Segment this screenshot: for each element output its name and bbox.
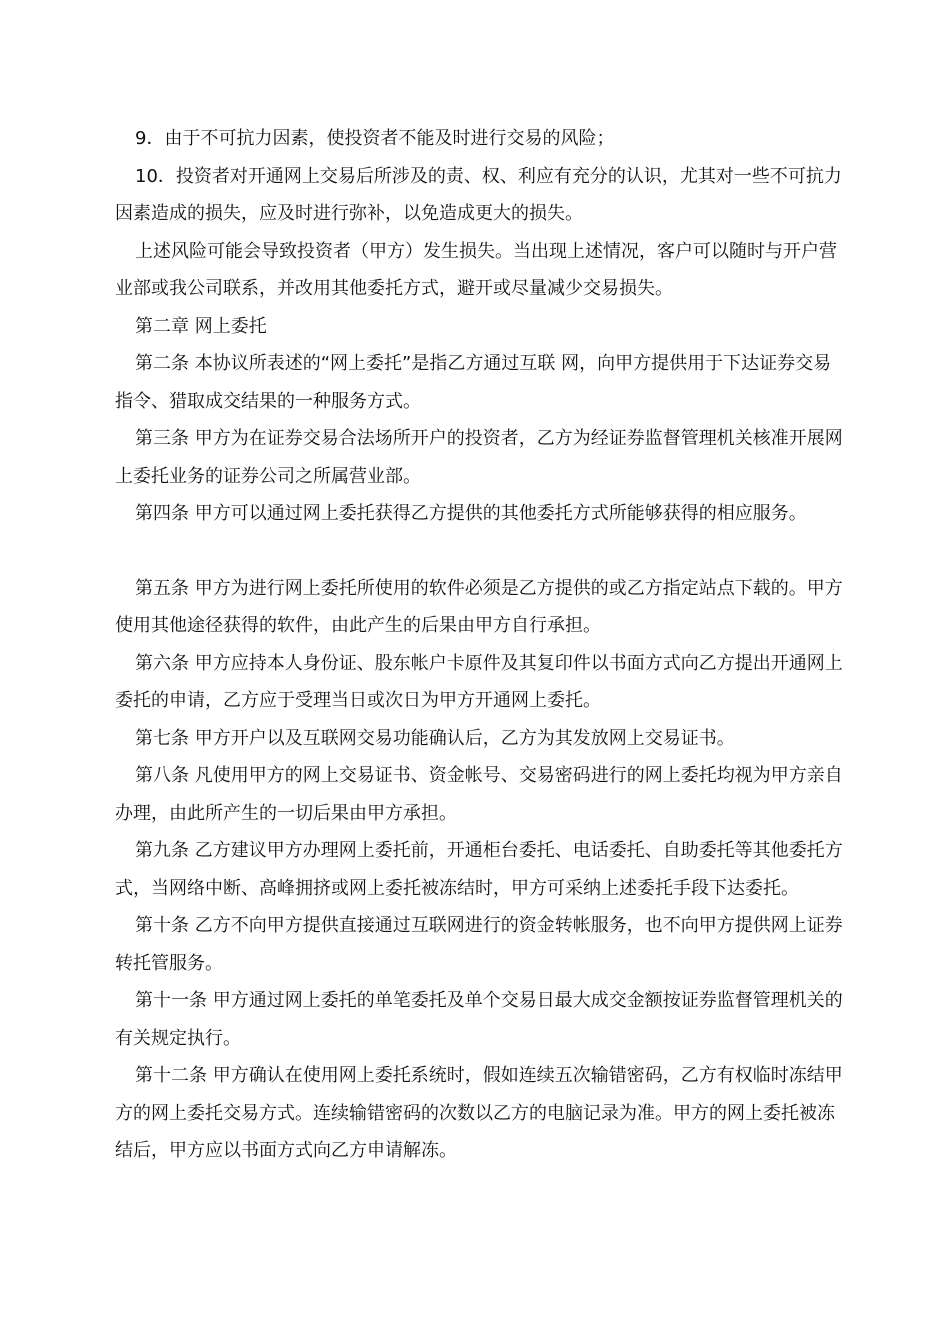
document-body: [115, 120, 845, 1170]
article-12-paragraph: 第十二条 甲方确认在使用网上委托系统时，假如连续五次输错密码，乙方有权临时冻结甲方的网上委托交易方式。连续输错密码的次数以乙方的电脑记录为准。甲方的网上委托被冻结后，甲方应以书面方式向乙方申请解冻。: [115, 1065, 843, 1161]
article-8-paragraph: 第八条 凡使用甲方的网上交易证书、资金帐号、交易密码进行的网上委托均视为甲方亲自办理，由此所产生的一切后果由甲方承担。: [115, 765, 843, 824]
risk-summary-paragraph: 上述风险可能会导致投资者（甲方）发生损失。当出现上述情况，客户可以随时与开户营业部或我公司联系，并改用其他委托方式，避开或尽量减少交易损失。: [115, 240, 837, 299]
article-7-paragraph: 第七条 甲方开户以及互联网交易功能确认后，乙方为其发放网上交易证书。: [135, 727, 735, 749]
chapter-heading: 第二章 网上委托: [135, 315, 267, 337]
article-10-paragraph: 第十条 乙方不向甲方提供直接通过互联网进行的资金转帐服务，也不向甲方提供网上证券转托管服务。: [115, 915, 843, 974]
paragraph-item-9: 9．由于不可抗力因素，使投资者不能及时进行交易的风险；: [135, 128, 615, 149]
article-3-paragraph: 第三条 甲方为在证券交易合法场所开户的投资者，乙方为经证券监督管理机关核准开展网上委托业务的证券公司之所属营业部。: [115, 428, 843, 487]
article-11-paragraph: 第十一条 甲方通过网上委托的单笔委托及单个交易日最大成交金额按证券监督管理机关的有关规定执行。: [115, 990, 843, 1049]
paragraph-item-10: 10．投资者对开通网上交易后所涉及的责、权、利应有充分的认识，尤其对一些不可抗力因素造成的损失，应及时进行弥补，以免造成更大的损失。: [115, 165, 842, 224]
article-4-paragraph: 第四条 甲方可以通过网上委托获得乙方提供的其他委托方式所能够获得的相应服务。: [135, 503, 807, 524]
article-6-paragraph: 第六条 甲方应持本人身份证、股东帐户卡原件及其复印件以书面方式向乙方提出开通网上委托的申请，乙方应于受理当日或次日为甲方开通网上委托。: [115, 652, 843, 711]
article-9-paragraph: 第九条 乙方建议甲方办理网上委托前，开通柜台委托、电话委托、自助委托等其他委托方式，当网络中断、高峰拥挤或网上委托被冻结时，甲方可采纳上述委托手段下达委托。: [115, 840, 843, 899]
article-2-paragraph: 第二条 本协议所表述的“网上委托”是指乙方通过互联 网，向甲方提供用于下达证券交易指令、猎取成交结果的一种服务方式。: [115, 353, 832, 412]
article-5-paragraph: 第五条 甲方为进行网上委托所使用的软件必须是乙方提供的或乙方指定站点下载的。甲方使用其他途径获得的软件，由此产生的后果由甲方自行承担。: [115, 577, 843, 636]
